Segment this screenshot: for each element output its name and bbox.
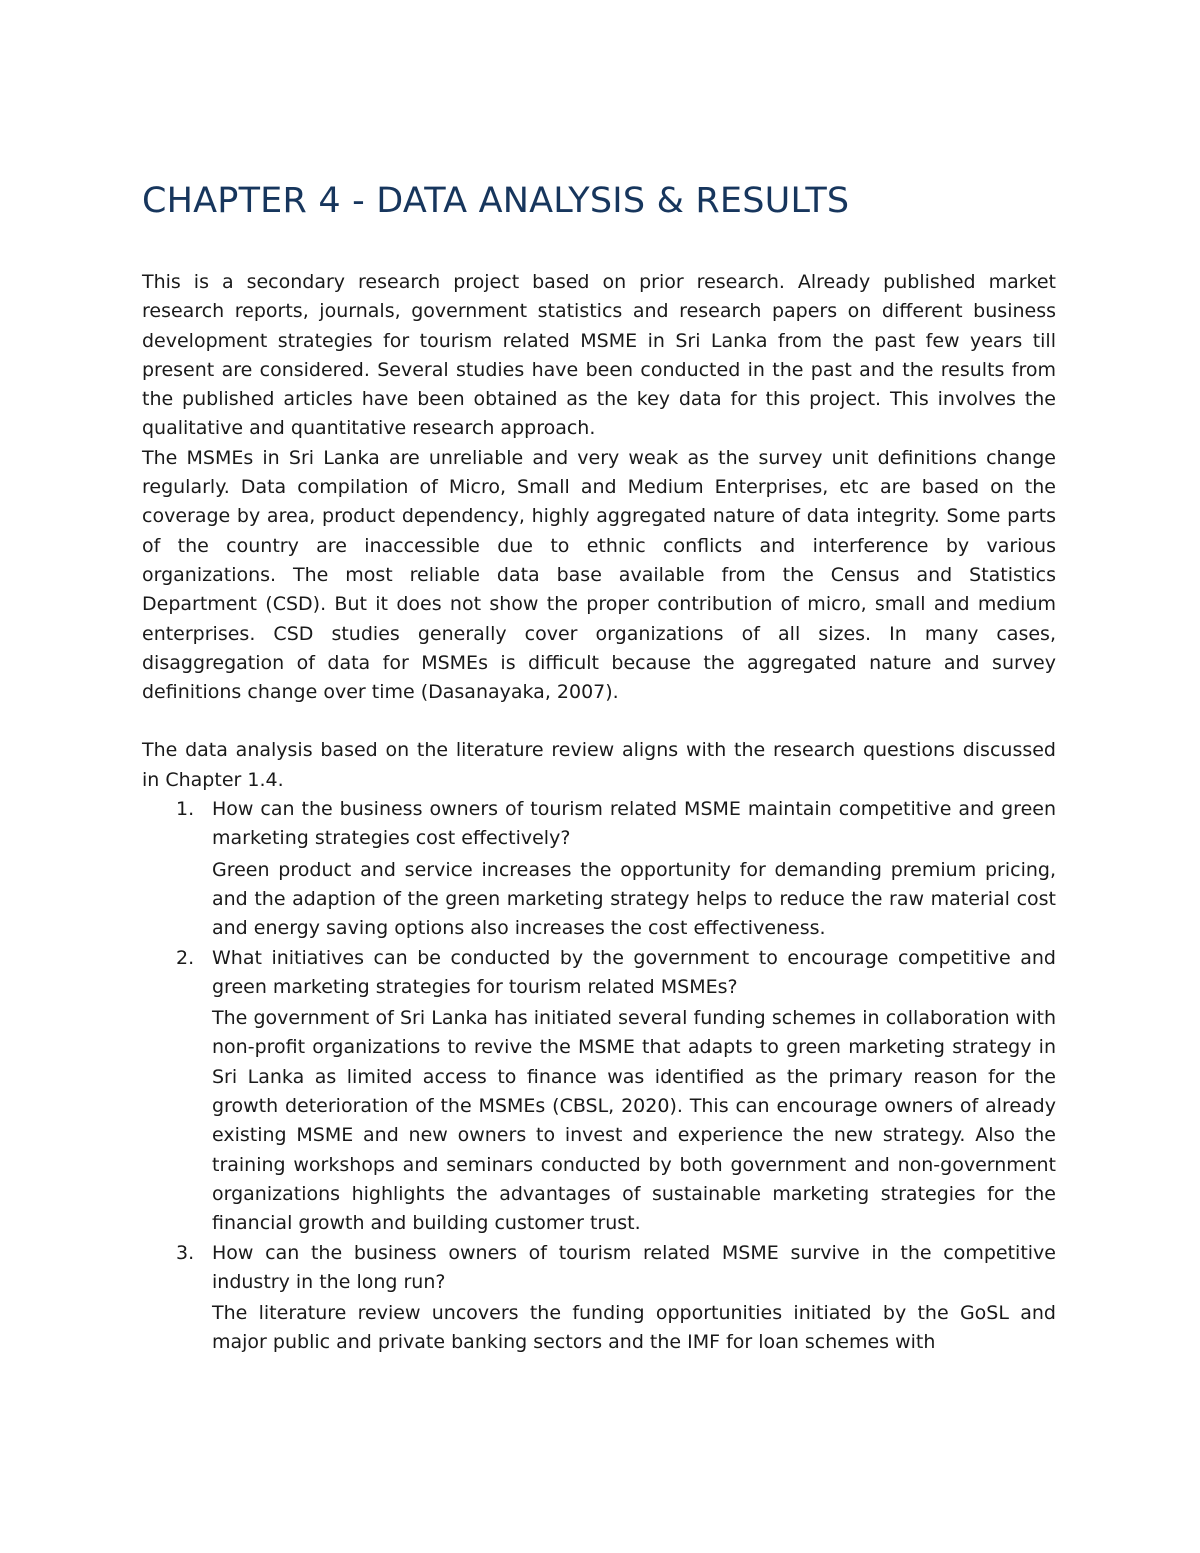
research-answer: The government of Sri Lanka has initiated several funding schemes in collaboration with non-profit organizations to revive the MSME that adapts to green marketing strategy in Sri Lanka as limited access to finance was identified as the primary reason for the growth deterioration of the MSMEs (CBSL, 2020). This can encourage owners of already existing MSME and new owners to invest and experience the new strategy. Also the training workshops and seminars conducted by both government and non-government organizations highlights the advantages of sustainable marketing strategies for the financial growth and building customer trust.	[212, 1007, 1056, 1235]
list-item	[142, 944, 1056, 1239]
research-question: How can the business owners of tourism related MSME maintain competitive and green marketing strategies cost effectively?	[212, 798, 1056, 850]
list-number: 3.	[176, 1241, 195, 1264]
list-number: 1.	[176, 798, 195, 821]
research-questions-list	[142, 795, 1056, 1358]
research-answer: Green product and service increases the opportunity for demanding premium pricing, and the adaption of the green marketing strategy helps to reduce the raw material cost and energy saving options also increases the cost effectiveness.	[212, 858, 1056, 940]
list-item	[142, 795, 1056, 943]
msme-reliability-paragraph: The MSMEs in Sri Lanka are unreliable and very weak as the survey unit definitions change regularly. Data compilation of Micro, Small and Medium Enterprises, etc are based on the coverage by area, product dependency, highly aggregated nature of data integrity. Some parts of the country are inaccessible due to ethnic conflicts and interference by various organizations. The most reliable data base available from the Census and Statistics Department (CSD). But it does not show the proper contribution of micro, small and medium enterprises. CSD studies generally cover organizations of all sizes. In many cases, disaggregation of data for MSMEs is difficult because the aggregated nature and survey definitions change over time (Dasanayaka, 2007).	[142, 446, 1056, 704]
list-item	[142, 1239, 1056, 1358]
research-question: How can the business owners of tourism related MSME survive in the competitive industry in the long run?	[212, 1241, 1056, 1293]
chapter-title: CHAPTER 4 - DATA ANALYSIS & RESULTS	[142, 181, 850, 221]
list-number: 2.	[176, 946, 195, 969]
page-content	[142, 176, 1056, 1358]
research-question: What initiatives can be conducted by the government to encourage competitive and green marketing strategies for tourism related MSMEs?	[212, 946, 1056, 998]
data-analysis-paragraph: The data analysis based on the literature review aligns with the research questions discussed in Chapter 1.4.	[142, 739, 1056, 791]
research-answer: The literature review uncovers the funding opportunities initiated by the GoSL and major public and private banking sectors and the IMF for loan schemes with	[212, 1302, 1056, 1354]
intro-paragraph: This is a secondary research project based on prior research. Already published market research reports, journals, government statistics and research papers on different business development strategies for tourism related MSME in Sri Lanka from the past few years till present are considered. Several studies have been conducted in the past and the results from the published articles have been obtained as the key data for this project. This involves the qualitative and quantitative research approach.	[142, 271, 1056, 440]
